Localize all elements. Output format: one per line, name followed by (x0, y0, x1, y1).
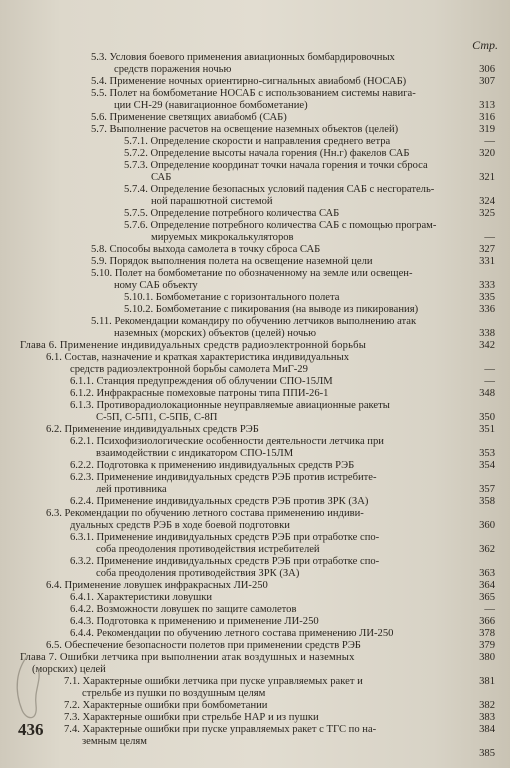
toc-entry-page: 333 (479, 280, 495, 291)
toc-entry-title: 5.7.6. Определение потребного количества САБ с помощью програм- (124, 220, 437, 231)
toc-entry-page: 378 (479, 628, 495, 639)
toc-entry-page: 382 (479, 700, 495, 711)
toc-entry (0, 136, 510, 148)
toc-entry-title: 5.10. Полет на бомбометание по обозначенному на земле или освещен- (91, 268, 413, 279)
toc-entry-title: 5.7.1. Определение скорости и направления среднего ветра (124, 136, 391, 147)
toc-entry-page: 324 (479, 196, 495, 207)
toc-entry-title: ной парашютной системой (151, 196, 273, 207)
toc-entry-title: ции СН-29 (навигационное бомбометание) (114, 100, 308, 111)
toc-entry-page: 342 (479, 340, 495, 351)
toc-entry (0, 568, 510, 580)
toc-entry-title: 6.2.2. Подготовка к применению индивидуальных средств РЭБ (70, 460, 355, 471)
toc-entry (0, 688, 510, 700)
page-column-label: Стр. (472, 38, 498, 52)
toc-entry (0, 736, 510, 748)
toc-entry-title: 5.7. Выполнение расчетов на освещение наземных объектов (целей) (91, 124, 399, 135)
page-number: 436 (18, 720, 44, 739)
toc-entry-title: 5.8. Способы выхода самолета в точку сброса САБ (91, 244, 321, 255)
toc-entry-title: наземных (морских) объектов (целей) ночью (114, 328, 317, 339)
toc-entry (0, 664, 510, 676)
toc-entry-title: соба преодоления противодействия ЗРК (ЗА) (96, 568, 300, 579)
toc-entry-title: дуальных средств РЭБ в ходе боевой подготовки (70, 520, 290, 531)
toc-entry-title: 6.4.3. Подготовка к применению и применение ЛИ-250 (70, 616, 319, 627)
toc-entry-page: 319 (479, 124, 495, 135)
toc-entry (0, 244, 510, 256)
toc-entry-page: 383 (479, 712, 495, 723)
toc-entry-title: лей противника (96, 484, 167, 495)
toc-entry-page: 331 (479, 256, 495, 267)
toc-entry-page: 357 (479, 484, 495, 495)
toc-entry-title: 6.2. Применение индивидуальных средств РЭБ (46, 424, 259, 435)
toc-entry-title: ному САБ объекту (114, 280, 198, 291)
toc-entry (0, 160, 510, 172)
toc-entry (0, 268, 510, 280)
toc-entry-title: 6.1.3. Противорадиолокационные неуправляемые авиационные ракеты (70, 400, 390, 411)
toc-entry-title: 6.4.2. Возможности ловушек по защите самолетов (70, 604, 297, 615)
toc-entry-title: 5.10.2. Бомбометание с пикирования (на выводе из пикирования) (124, 304, 419, 315)
toc-entry (0, 196, 510, 208)
toc-entry-page: 321 (479, 172, 495, 183)
toc-entry (0, 76, 510, 88)
toc-entry (0, 532, 510, 544)
toc-entry-title: 5.7.5. Определение потребного количества САБ (124, 208, 340, 219)
toc-entry (0, 340, 510, 352)
toc-entry (0, 364, 510, 376)
pencil-annotation (8, 650, 58, 725)
toc-entry-page: 380 (479, 652, 495, 663)
toc-entry (0, 484, 510, 496)
toc-entry-title: 6.1.2. Инфракрасные помеховые патроны типа ППИ-26-1 (70, 388, 329, 399)
toc-entry (0, 64, 510, 76)
toc-entry (0, 592, 510, 604)
toc-entry-title: Глава 7. Ошибки летчика при выполнении атак воздушных и наземных (20, 652, 355, 663)
toc-entry (0, 328, 510, 340)
toc-entry (0, 604, 510, 616)
toc-entry-title: 6.3. Рекомендации по обучению летного состава применению индиви- (46, 508, 364, 519)
toc-entry (0, 508, 510, 520)
toc-entry (0, 124, 510, 136)
toc-entry-page: — (484, 376, 495, 387)
toc-entry-title: С-5П, С-5П1, С-5ПБ, С-8П (96, 412, 218, 423)
toc-entry (0, 88, 510, 100)
toc-entry (0, 232, 510, 244)
toc-entry-page: 325 (479, 208, 495, 219)
toc-entry-page: 306 (479, 64, 495, 75)
toc-entry-page: 366 (479, 616, 495, 627)
toc-entry-page: 335 (479, 292, 495, 303)
toc-entry (0, 556, 510, 568)
toc-entry (0, 700, 510, 712)
toc-entry-title: мируемых микрокалькуляторов (151, 232, 294, 243)
toc-entry-title: 6.3.2. Применение индивидуальных средств РЭБ при отработке спо- (70, 556, 380, 567)
toc-entry (0, 316, 510, 328)
toc-entry-page: 350 (479, 412, 495, 423)
toc-entry-page: 360 (479, 520, 495, 531)
toc-entry-title: 6.4.4. Рекомендации по обучению летного состава применению ЛИ-250 (70, 628, 394, 639)
toc-entry (0, 304, 510, 316)
toc-entry-page: 348 (479, 388, 495, 399)
toc-entry-page: 327 (479, 244, 495, 255)
toc-entry-title: 5.9. Порядок выполнения полета на освещение наземной цели (91, 256, 373, 267)
toc-entry (0, 280, 510, 292)
toc-entry-page: 384 (479, 724, 495, 735)
toc-entry-title: 7.4. Характерные ошибки при пуске управляемых ракет с ТГС по на- (64, 724, 377, 735)
toc-entry (0, 580, 510, 592)
toc-entry-page: 379 (479, 640, 495, 651)
toc-entry (0, 544, 510, 556)
toc-entry-title: 6.5. Обеспечение безопасности полетов при применении средств РЭБ (46, 640, 361, 651)
toc-entry-title: 5.7.3. Определение координат точки начала горения и точки сброса (124, 160, 428, 171)
toc-entry (0, 148, 510, 160)
toc-entry-page: 362 (479, 544, 495, 555)
toc-entry-page: — (484, 364, 495, 375)
toc-entry (0, 424, 510, 436)
toc-entry-page: 354 (479, 460, 495, 471)
toc-entry-title: 5.4. Применение ночных ориентирно-сигнальных авиабомб (НОСАБ) (91, 76, 407, 87)
toc-entry-page: 313 (479, 100, 495, 111)
toc-entry-page: 385 (479, 748, 495, 759)
toc-entry (0, 676, 510, 688)
toc-entry-title: 5.11. Рекомендации командиру по обучению летчиков выполнению атак (91, 316, 417, 327)
toc-entry-page: 307 (479, 76, 495, 87)
toc-entry-page: 365 (479, 592, 495, 603)
toc-entry-title: 5.7.2. Определение высоты начала горения (Hн.г) факелов САБ (124, 148, 410, 159)
toc-entry-title: соба преодоления противодействия истребителей (96, 544, 320, 555)
toc-entry (0, 112, 510, 124)
toc-entry (0, 184, 510, 196)
toc-entry (0, 448, 510, 460)
toc-entry (0, 388, 510, 400)
toc-entry (0, 220, 510, 232)
toc-entry-title: 5.5. Полет на бомбометание НОСАБ с использованием системы навига- (91, 88, 416, 99)
toc-entry (0, 472, 510, 484)
toc-entry-title: стрельбе из пушки по воздушным целям (82, 688, 266, 699)
toc-entry (0, 352, 510, 364)
toc-entry-title: земным целям (82, 736, 147, 747)
toc-entry-title: 5.7.4. Определение безопасных условий падения САБ с несгоратель- (124, 184, 435, 195)
toc-entry-title: (морских) целей (32, 664, 106, 675)
toc-entry-title: 7.1. Характерные ошибки летчика при пуске управляемых ракет и (64, 676, 363, 687)
toc-entry (0, 616, 510, 628)
toc-entry-page: 363 (479, 568, 495, 579)
toc-entry-title: 7.2. Характерные ошибки при бомбометании (64, 700, 268, 711)
toc-entry-title: взаимодействии с индикатором СПО-15ЛМ (96, 448, 294, 459)
toc-entry-title: средств поражения ночью (114, 64, 232, 75)
toc-entry (0, 436, 510, 448)
toc-entry-title: 6.4.1. Характеристики ловушки (70, 592, 213, 603)
toc-entry-title: 6.3.1. Применение индивидуальных средств РЭБ при отработке спо- (70, 532, 380, 543)
toc-entry (0, 100, 510, 112)
toc-entry-page: — (484, 604, 495, 615)
toc-entry (0, 640, 510, 652)
toc-entry-title: 6.1.1. Станция предупреждения об облучении СПО-15ЛМ (70, 376, 333, 387)
toc-entry (0, 208, 510, 220)
toc-entry-title: 5.6. Применение светящих авиабомб (САБ) (91, 112, 287, 123)
toc-entry-title: Глава 6. Применение индивидуальных средств радиоэлектронной борьбы (20, 340, 367, 351)
toc-entry-title: 6.2.4. Применение индивидуальных средств РЭБ против ЗРК (ЗА) (70, 496, 369, 507)
toc-entry-page: 320 (479, 148, 495, 159)
toc-entry (0, 292, 510, 304)
toc-entry-title: 6.1. Состав, назначение и краткая характеристика индивидуальных (46, 352, 349, 363)
toc-entry-title: 6.2.3. Применение индивидуальных средств РЭБ против истребите- (70, 472, 377, 483)
toc-entry-page: 353 (479, 448, 495, 459)
toc-entry (0, 412, 510, 424)
toc-entry-title: 6.4. Применение ловушек инфракрасных ЛИ-250 (46, 580, 268, 591)
toc-entry (0, 724, 510, 736)
toc-entry-page: — (484, 136, 495, 147)
toc-entry (0, 520, 510, 532)
toc-entry (0, 496, 510, 508)
toc-entry (0, 376, 510, 388)
toc-entry (0, 256, 510, 268)
toc-entry (0, 52, 510, 64)
toc-entry-page: 364 (479, 580, 495, 591)
toc-entry (0, 400, 510, 412)
toc-entry-page: 358 (479, 496, 495, 507)
toc-entry (0, 460, 510, 472)
toc-entry-page: — (484, 232, 495, 243)
toc-entry-title: средств радиоэлектронной борьбы самолета МиГ-29 (70, 364, 308, 375)
toc-entry-page: 381 (479, 676, 495, 687)
toc-entry-title: 5.10.1. Бомбометание с горизонтального полета (124, 292, 340, 303)
toc-entry-page: 338 (479, 328, 495, 339)
toc-entry-page: 351 (479, 424, 495, 435)
toc-entry-title: САБ (151, 172, 172, 183)
toc-entry (0, 712, 510, 724)
toc-entry-title: 5.3. Условия боевого применения авиационных бомбардировочных (91, 52, 395, 63)
toc-entry-page: 316 (479, 112, 495, 123)
toc-entry (0, 172, 510, 184)
toc-entry-title: 6.2.1. Психофизиологические особенности деятельности летчика при (70, 436, 384, 447)
toc-entry-title: 7.3. Характерные ошибки при стрельбе НАР и из пушки (64, 712, 319, 723)
toc-entry-page: 336 (479, 304, 495, 315)
toc-entry (0, 748, 510, 760)
toc-entry (0, 628, 510, 640)
toc-entry (0, 652, 510, 664)
